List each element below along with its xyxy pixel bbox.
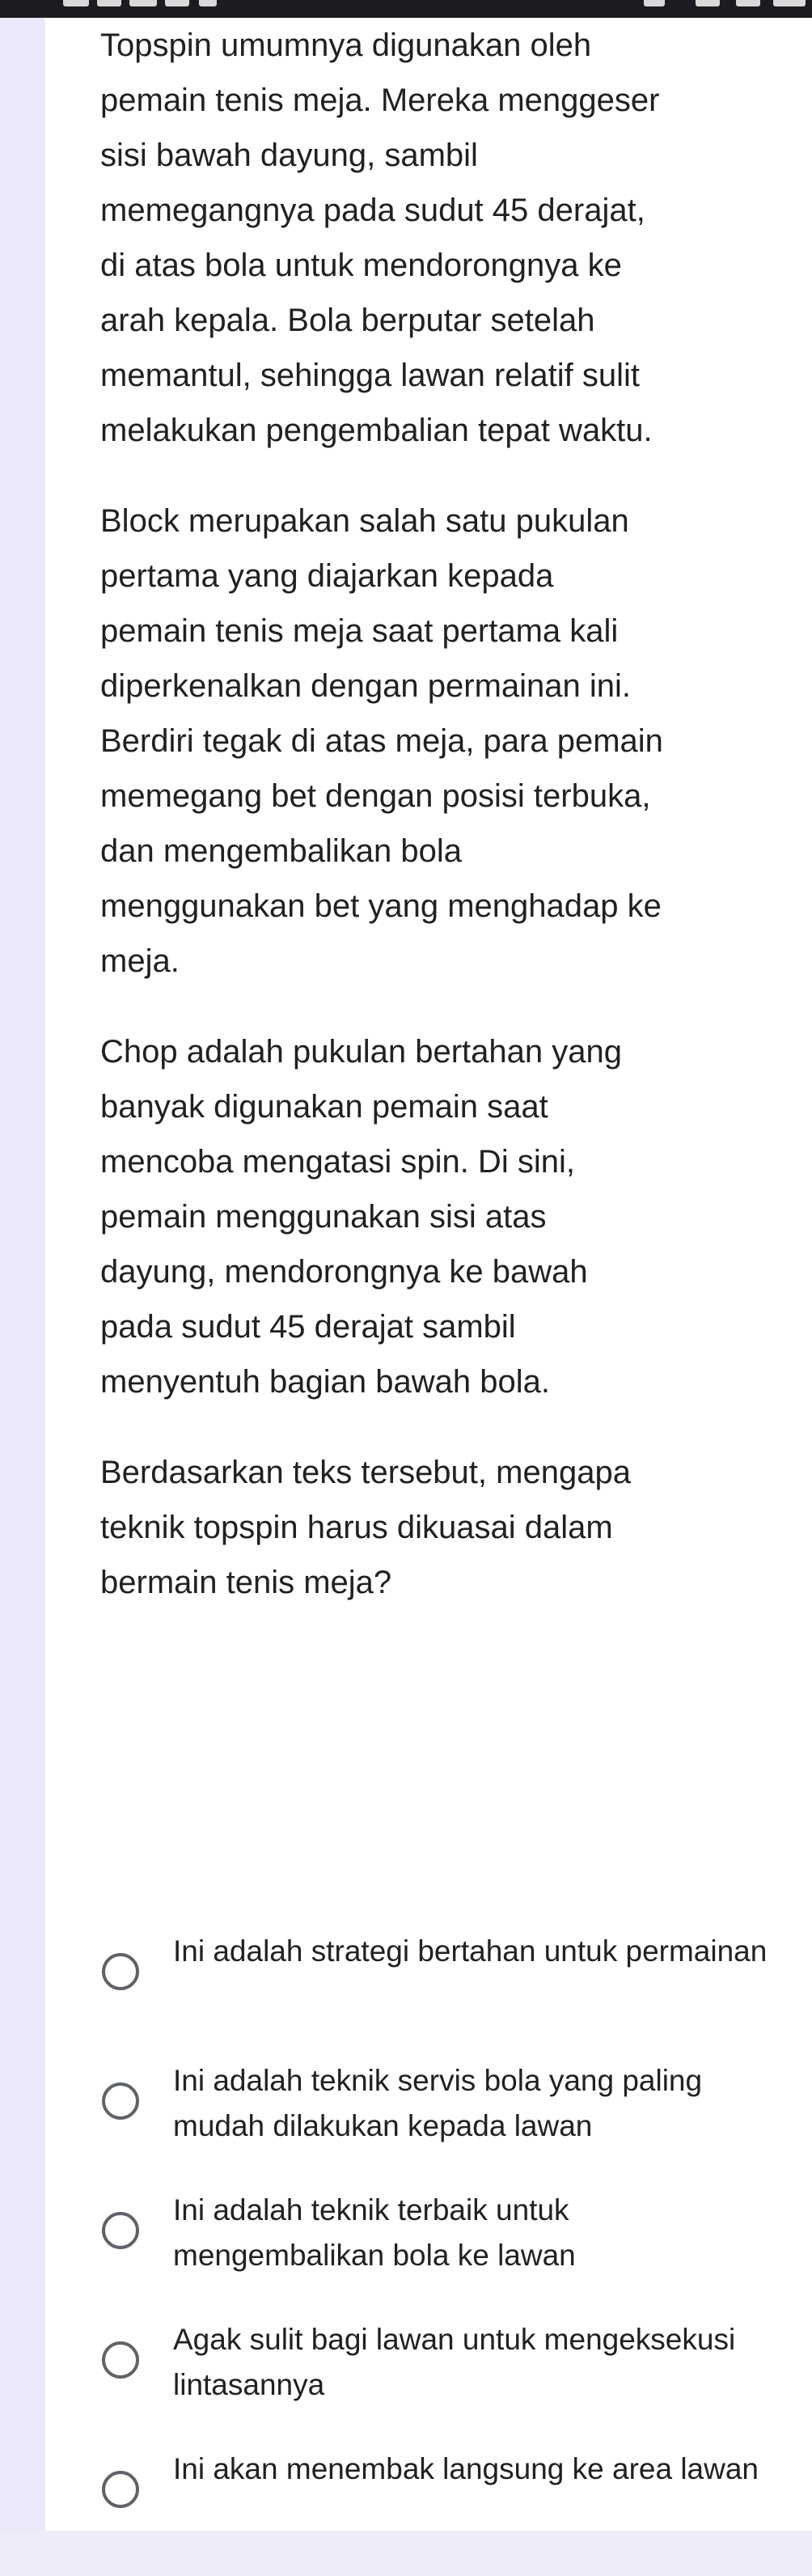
status-bar xyxy=(0,0,812,18)
paragraph-block: Block merupakan salah satu pukulan pertama yang diajarkan kepada pemain tenis meja saat pertama kali diperkenalkan dengan permainan ini. Berdiri tegak di atas meja, para pemain memegang bet dengan posisi terbuka, dan mengembalikan bola menggunakan bet yang menghadap ke meja. xyxy=(100,503,663,979)
radio-button[interactable] xyxy=(102,2471,139,2508)
answer-option[interactable] xyxy=(102,2317,765,2447)
wifi-icon xyxy=(696,0,720,6)
radio-button[interactable] xyxy=(102,2341,139,2379)
paragraph-topspin: Topspin umumnya digunakan oleh pemain tenis meja. Mereka menggeser sisi bawah dayung, sambil memegangnya pada sudut 45 derajat, di atas bola untuk mendorongnya ke arah kepala. Bola berputar setelah memantul, sehingga lawan relatif sulit melakukan pengembalian tepat waktu. xyxy=(100,28,660,448)
radio-button[interactable] xyxy=(102,2082,139,2120)
passage xyxy=(100,18,666,1646)
signal-icon xyxy=(644,0,665,6)
question-text: Berdasarkan teks tersebut, mengapa teknik topspin harus dikuasai dalam bermain tenis meja? xyxy=(100,1455,631,1600)
option-label[interactable]: Ini adalah teknik servis bola yang paling mudah dilakukan kepada lawan xyxy=(173,2064,703,2142)
status-icon xyxy=(97,0,121,6)
status-icon xyxy=(199,0,217,6)
radio-button[interactable] xyxy=(102,2212,139,2249)
side-strip xyxy=(0,18,45,2531)
answer-options xyxy=(102,1929,768,2576)
paragraph-chop: Chop adalah pukulan bertahan yang banyak digunakan pemain saat mencoba mengatasi spin. Di sini, pemain menggunakan sisi atas dayung, mendorongnya ke bawah pada sudut 45 derajat sambil menyentuh bagian bawah bola. xyxy=(100,1034,622,1400)
option-label[interactable]: Ini adalah teknik terbaik untuk mengembalikan bola ke lawan xyxy=(173,2193,576,2272)
option-label[interactable]: Agak sulit bagi lawan untuk mengeksekusi lintasannya xyxy=(173,2323,736,2401)
answer-option[interactable] xyxy=(102,1929,768,2058)
answer-option[interactable] xyxy=(102,2447,765,2576)
answer-option[interactable] xyxy=(102,2058,765,2188)
radio-button[interactable] xyxy=(102,1953,139,1990)
option-label[interactable]: Ini adalah strategi bertahan untuk permainan xyxy=(173,1934,768,1968)
status-icon xyxy=(63,0,89,6)
option-label[interactable]: Ini akan menembak langsung ke area lawan xyxy=(173,2452,759,2485)
status-icon xyxy=(165,0,189,6)
answer-option[interactable] xyxy=(102,2188,765,2317)
battery-icon xyxy=(736,0,760,6)
clock-icon xyxy=(773,0,806,6)
status-icon xyxy=(129,0,157,6)
